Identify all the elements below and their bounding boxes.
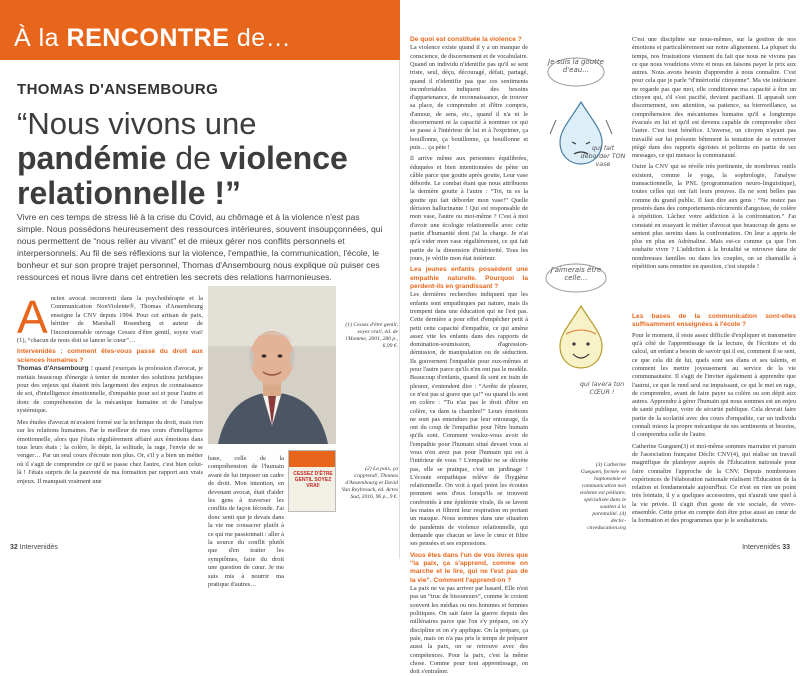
book2-caption: (2) La paix, ça s'apprend!, Thomas d'Ansembourg et David Van Reybrouck, éd. Actes Sud, 2016, 96 p., 9 €. [341,466,398,500]
headline-line2 [17,141,397,176]
peace-paragraph: La paix ne va pas arriver par hasard. Elle n'est pas un “truc de bisounours”, comme le croient souvent les médias ou nos hommes et femmes politiques. On sait faire la guerre depuis des millénaires parce que l'on s'y prépare, on s'y discipline et on s'y applique. On la prépare, ça paie, mais on n'a pas pris le temps de préparer aussi la paix, on se retrouve avec des compétences. Pour la paix, c'est la même chose. Comme pour tout apprentissage, on doit s'entraîner. [410,585,528,676]
rubric-title [14,24,291,53]
question-heading: Intervenidès : comment êtes-vous passé du droit aux sciences humaines ? [17,348,203,364]
headline-line1: “Nous vivons une [17,106,257,141]
body-paragraph: Mes études d'avocat m'avaient formé sur la technique du droit, mais rien sur les relations humaines. Par le meilleur de mes cours d'intelligence émotionnelle, alors que j'étais régulièrement affairé aux émotions dans tous leurs états : la colère, le dépit, la solitude, la rage, l'envie de se venger… Par un seul cours d'écoute non plus. Or, s'il y a bien un métier où il s'agit de comprendre ce qu'il se passe chez l'autre, c'est bien celui-là ! J'étais surpris de la pauvreté de ma formation par rapport aux vrais enjeux. Il manquait vraiment une [17,418,203,485]
school-paragraph-2: Catherine Gueguen(3) et moi-même sommes marraine et parrain de l'association française Déclic CNV(4), qui réalise un travail magnifique de plaidoyer auprès de l'Éducation nationale pour faire connaître l'approche de la CNV. Depuis nombreuses expériences de l'élaboration nationale réalisent l'Éducation de la relation et fondamentale aujourd'hui. Ce n'est en rien un point très lointain, il y a quelques accessoires, qui n'aurait une quel à la vie privée. Il s'agit d'un geste de vie sociale, de vivre-ensemble. Cette prise en compte doit être prise aussi au cœur de la formation et des programmes que je le souhaiterais. [632,442,796,525]
right-column-3-lower [632,313,796,526]
right-column-1 [410,36,528,676]
top-bubble-text: Je suis la goutte d'eau… [548,58,604,74]
left-column-2: base, celle de la compréhension de l'humain avant de lui imposer un cadre de droit. Mon intention, en devenant avocat, était d'aider les gens à traverser les conflits de façon féconde. J'ai donc senti que je devais dans la vie me consacrer plutôt à ce qui me passionnait : aller à la source du conflit plutôt que d'en traiter les symptômes, faire du droit une question de cœur. Je me suis mis à nourrir ma pratique d'autres… [208,455,284,589]
discipline-paragraph: C'est une discipline sur nous-mêmes, sur la gestion de nos émotions et particulièrement sur notre alignement. La plupart du temps, nos frustrations viennent du fait que nous ne vivons pas ce que nous voudrions vivre et nous en faisons payer le prix aux autres. Nous avons besoin d'apprendre à nous connaître. C'est pour cela que je parle “d'intériorité citoyenne”. Ma vie intérieure ne regarde pas que moi, elle conditionne ma capacité à être un citoyen qui, s'il s'est pacifié, devient pacifiant. Il apparaît son discernement, son attention, sa patience, sa bienveillance, sa compréhension des mécanismes humains qu'il a longtemps évacués en lui et qu'il est devenu capable de comprendre chez l'autre. C'est tout bénéfice. L'inverse, un citoyen n'ayant pas travaillé sur lui présente bêtement la tentation de se retrouver piégé dans des rapports égoïstes et poltrons en partie de ses messages, ce qui menace la communauté. [632,36,796,160]
bottom-drop-caption: qui lavera ton CŒUR ! [579,380,625,396]
rubric-prefix: À la [14,24,67,52]
violence-paragraph-2: Il arrive même aux personnes équilibrées, éduquées et bien intentionnées de péter un câble parce que goutte après goutte, Leur vase déborde. Le combat étant que nous attribuons la dernière goutte à l'autre : “Toi, tu es la goutte qui fait déborder mon vase!” Quelle dérision hallucinante ! Qui est responsable de mon vase, l'autre ou moi-même ? C'est à moi d'avoir une écologie relationnelle avec cette partie d'humanité dont j'ai la charge. Je n'ai qu'à vider mon vase régulièrement, ce qui fait partie de la dimension d'intériorité. Tous les jours, je vérifie mon état intérieur. [410,155,528,262]
book1-caption: (1) Cessez d'être gentil, soyez vrai!, éd. de l'Homme, 2001, 280 p., 6,99 €. [345,322,398,349]
left-page [0,0,400,589]
empathy-paragraph: Les dernières recherches indiquent que les enfants sont empathiques par nature, mais ils trempent dans une éducation qui ne l'est pas. Cette dernière a pour effet d'empêcher petit à petit cette capacité d'empathie, ce qui amène assez vite les enfants dans des rapports de domination-soumission, d'agression-démission, de manipulation ou de séduction. Ils gouvernent l'empathie pour eux-mêmes et pour l'autre parce qu'ils n'en ont pas le modèle. Beaucoup d'enfants, quand ils sont en train de pleurer, s'entendent dire : “Arrête de pleurer, ce n'est pas si grave que ça!” ou quand ils sont en colère : “Tu n'as pas le droit d'être en colère, va dans ta chambre!” Leurs émotions ne sont pas entendues par leur entourage, ils ont du coup de l'empathie pour l'être humain qu'ils sont. Comment voulez-vous avoir de l'empathie pour l'humain situé devant vous si vous n'en avez pas pour l'humain qui est à l'intérieur de vous ? L'empathie ne se décrète pas, elle se pratique, c'est un jardinage ! L'écoute empathique relève de l'hygiène relationnelle. On voit à quel point les écoutes prennent sens d'eux lorsqu'ils se trouvent confrontés à une épidémie virale, ils se lavent les mains et filtrent leur respiration en portant un masque. Nous sommes dans une situation de pandémie de violence relationnelle, qui demande que chacun se lave le cœur et filtre ses pensées et ses expressions. [410,291,528,548]
page-number-right: 33 [782,544,790,551]
headline-violence: violence [219,140,348,176]
question-heading-empathy: Les jeunes enfants possèdent une empathie naturelle. Pourquoi la perdent-ils en grandissant ? [410,266,528,290]
book-cover [288,450,336,512]
tools-paragraph: Outre la CNV qui se révèle très pertinente, de nombreux outils existent, comme le yoga, la sophrologie, l'analyse transactionnelle, la PNL (programmation neuro-linguistique), toutes celles qui ont fait leurs preuves. Ils ne sont belles pas comme du grand public. Il faut dire aux gens : “Ne restez pas prostrés dans des comportements récurrents d'angoisse, de colère à répétition. Lâchez votre addiction à la confrontation.” J'ai constaté en essayant le métier d'avocat que beaucoup de gens se sentent plus sereins dans la confrontation. On leur a appris de plus en plus en Adrénaline. Mais est-ce comme ça que l'on souhaite vivre ? L'addiction à la brutalité se retrouve dans de nombreuses familles ou dans les couples, on se chamaille à répétition sans remettre en question, c'est stupide ! [632,163,796,271]
opening-paragraph: ncien avocat reconverti dans la psychothérapie et la Communication NonViolente®, Thomas d'Ansembourg enseigne la CNV depuis 1994. Pour cet artisan de paix, héritier de Marshall Rosenberg et auteur de l'incontournable ouvrage Cessez d'être gentil, soyez vrai!(1), “chacun de nous doit se lancer le cœur”… [17,295,203,345]
page-number-left: 32 [10,544,18,551]
portrait-illustration [208,286,336,444]
headline-de: de [166,140,220,176]
rubric-bold: RENCONTRE [66,24,230,52]
right-column-3 [632,36,796,271]
headline-line3: relationnelle !” [17,175,242,211]
magazine-label-left: Intervenidès [19,544,58,551]
folio-right [742,544,790,551]
rubric-suffix: de… [229,24,292,52]
school-paragraph-1: Pour le moment, il reste assez difficile d'expliquer et transmettre qu'à côté de l'apprentissage de la lecture, de l'écriture et du calcul, un enfant a besoin de savoir qui il est, comment il se sent, ce que cela dit de lui, quels sont ses élans et ses talents, et comment les mettre joyeusement au service de la vie communautaire. Il s'agit de l'inviter également à apprendre que l'autrui, ce que le rend seul ou impuissant, ce qui le met en rage, de comprendre, avant de faire payer sa colère ou son dépit aux autres. Apprendre à gérer l'humain qui nous sommes est un enjeu de santé publique, voire de sécurité publique. Cela devrait faire partie de la scolarité avec des cours d'empathie, car un individu connaît mieux la propre mécanique de ses sentiments et besoins, il comprendra celle de l'autre. [632,331,796,439]
violence-paragraph-1: La violence existe quand il y a un manque de conscience, de discernement et de vocabulaire. Quand un individu n'identifie pas qu'il se sent triste, seul, déçu, découragé, défait, partagé, quand il n'identifie pas que ces sentiments inconfortables indiquent des besoins d'appartenance, de reconnaissance, de trouver sa place, de comprendre et d'être compris, d'amour, de sens, etc., quand il n'a ni le discernement ni la capacité à nommer ce qui se passe à l'intérieur de lui et à l'exprimer, ça bouillonne, ça bouillonne, ça bouillonne et puis… ça pète ! [410,44,529,151]
author-portrait [208,286,336,444]
question-heading-school: Les bases de la communication sont-elles suffisamment enseignées à l'école ? [632,313,796,329]
question-heading-peace: Vous êtes dans l'un de vos livres que “la paix, ça s'apprend, comme on marche et le lire, qui ne l'est pas de la vie”. Comment l'apprend-on ? [410,551,528,584]
magazine-label-right: Intervenidès [742,544,781,551]
left-column-1 [17,291,203,486]
question-heading-violence: De quoi est constituée la violence ? [410,36,522,43]
book-cover-strip [289,451,335,467]
bottom-bubble-text: J'aimerais être celle… [550,266,602,282]
author-name: THOMAS D'ANSEMBOURG [17,81,219,98]
folio-left [10,544,58,551]
top-drop-caption: qui fait déborder TON vase [580,144,626,168]
right-page [400,0,800,676]
footnote-caption: (3) Catherine Gueguen, formée en haptonomie et communication non violente est pédiatre, spécialisée dans le soutien à la parentalité. (4) declic-cnveducation.org [579,462,626,531]
intro-paragraph: Vivre en ces temps de stress lié à la crise du Covid, au chômage et à la violence n'est pas simple. Nous possédons heureusement des ressources intérieures, souvent insoupçonnées, qui nous permettent de “nous relier au vivant” et de mieux gérer nos conflits personnels et interpersonnels. Au fil de ses réflexions sur la violence, l'empathie, la communication, l'école, le bonheur et sur son propre trajet personnel, Thomas d'Ansembourg nous explique où puiser ces ressources et nous livre dans cet entretien les secrets des relations harmonieuses. [17,212,383,282]
water-drop-bottom [560,306,602,368]
book-cover-title: CESSEZ D'ÊTRE GENTIL SOYEZ VRAI! [293,471,333,489]
answer-paragraph: quand j'exerçais la profession d'avocat, je mettais beaucoup d'énergie à tenter de monter des solutions juridiques pour des enjeux qui étaient très largement des enjeux de connaissance de soi, d'intelligence émotionnelle, d'empathie pour soi et pour l'autre et donc de compréhension de la mécanique humaine et de l'analyse systémique. [17,365,203,415]
headline-pandemie: pandémie [17,140,167,176]
headline [17,106,397,211]
dropcap: A [17,291,48,343]
answer-author: Thomas d'Ansembourg : [17,365,93,373]
